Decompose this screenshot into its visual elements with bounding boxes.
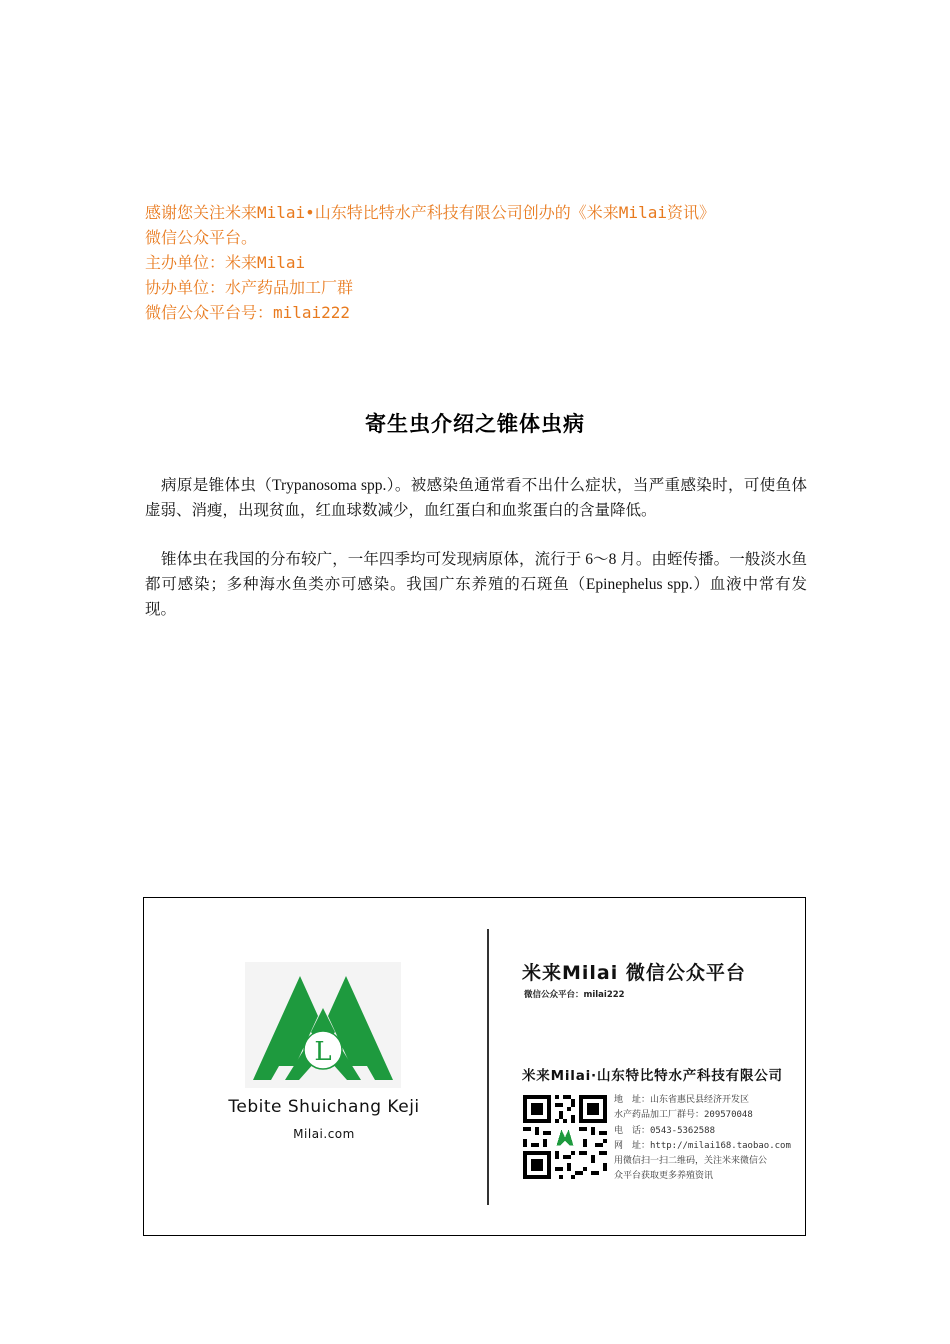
business-card xyxy=(143,897,806,1236)
platform-title: 米来Milai 微信公众平台 xyxy=(522,962,746,984)
address-text: 地 址：山东省惠民县经济开发区 xyxy=(614,1095,750,1105)
company-name: 米来Milai·山东特比特水产科技有限公司 xyxy=(522,1068,783,1084)
company-logo xyxy=(245,962,401,1088)
qr-code xyxy=(523,1095,607,1179)
article-title: 寄生虫介绍之锥体虫病 xyxy=(365,411,585,436)
url-text: 网 址：http://milai168.taobao.com xyxy=(614,1140,791,1151)
contact-info xyxy=(614,1093,799,1185)
intro-line: 感谢您关注米来Milai•山东特比特水产科技有限公司创办的《米来Milai资讯》 xyxy=(145,203,715,222)
article-paragraph: 病原是锥体虫（Trypanosoma spp.）。被感染鱼通常看不出什么症状，当严重感染时，可使鱼体虚弱、消瘦，出现贫血，红血球数减少，血红蛋白和血浆蛋白的含量降低。 xyxy=(145,477,807,519)
intro-block xyxy=(145,200,825,325)
logo-letter: L xyxy=(314,1037,332,1067)
card-divider xyxy=(487,929,489,1205)
scan-hint-text: 用微信扫一扫二维码，关注米来微信公 xyxy=(614,1156,768,1167)
website-text: Milai.com xyxy=(293,1127,355,1141)
phone-text: 电 话：0543-5362588 xyxy=(614,1125,716,1136)
platform-id: 微信公众平台：milai222 xyxy=(524,990,625,1000)
scan-hint-text: 众平台获取更多养殖资讯 xyxy=(614,1171,714,1182)
intro-line: 微信公众平台。 xyxy=(145,228,258,247)
brand-name: Tebite Shuichang Keji xyxy=(228,1097,420,1117)
host-line: 主办单位：米来Milai xyxy=(145,253,306,272)
article-paragraph: 锥体虫在我国的分布较广，一年四季均可发现病原体，流行于 6～8 月。由蛭传播。一般淡水鱼都可感染；多种海水鱼类亦可感染。我国广东养殖的石斑鱼（Epinephelus spp.）血液中常有发现。 xyxy=(145,551,807,618)
group-number-text: 水产药品加工厂群号：209570048 xyxy=(614,1110,753,1121)
co-host-line: 协办单位：水产药品加工厂群 xyxy=(145,278,354,297)
platform-id-line: 微信公众平台号：milai222 xyxy=(145,303,351,322)
